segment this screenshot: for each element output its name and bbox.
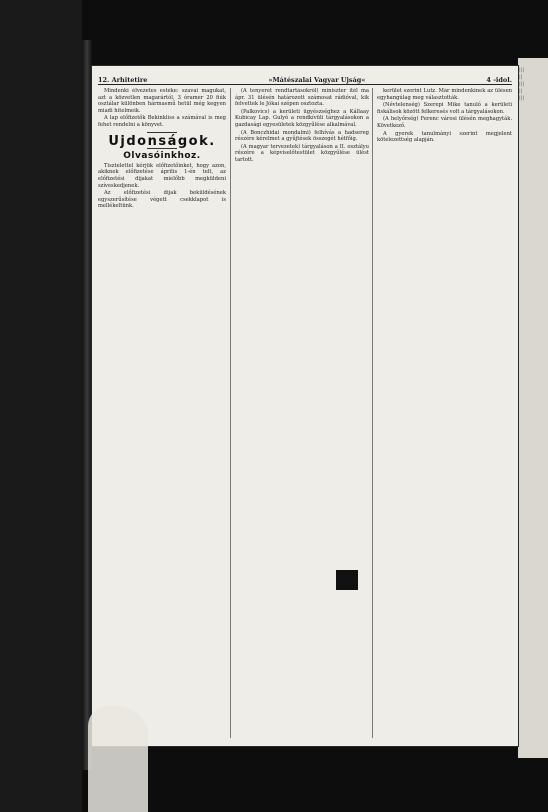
header-right: 4 -idol. — [486, 76, 512, 84]
column-divider — [230, 88, 231, 738]
book-binding — [82, 40, 92, 770]
intro-paragraph: Mindenki élvezetes estéke: szavai magukat, azt a közvetlen magarártól, 3 óramer 20 fiúk osztálar különben hármasmű hetül még kegyen miadi hitelmeik. — [98, 88, 226, 114]
header-center: »Mátészalai Vagyar Ujság« — [268, 76, 366, 84]
subsection-heading: Olvasóinkhoz. — [123, 151, 201, 162]
article-paragraph: Az előfizetési dijak beküldésének egyszerűsítése végett csekklapot is mellékeltünk. — [98, 190, 226, 210]
article-paragraph: kerület szerint Lutz. Már mindenkinek az ülésen egyhangúlag meg választották. — [377, 88, 512, 101]
divider — [147, 132, 177, 133]
column-divider — [372, 88, 373, 738]
scanner-finger-shadow — [88, 706, 148, 812]
article-paragraph: (A Bonczhidai mondalmi) felhívás a hadsereg részére kérelmet a gyűjtések összegét hétfőig. — [235, 129, 369, 143]
intro-paragraph-2: A lap előfizetők Bekinkliss a számával is meg fehet rendelni a könyvet. — [98, 115, 226, 128]
article-paragraph: A gyerek tanulmányi szerint megjelent kötelezettség alapján. — [377, 130, 512, 144]
article-paragraph: (A tenyeret rendtartásokról) miniszter ítél ma ápr. 31 ülésén határozott számosat rádióval, kik felvettek le Jókai szépen osztozta. — [235, 88, 369, 108]
page-header — [98, 74, 512, 85]
column-3 — [377, 88, 512, 740]
article-paragraph: Tisztelettel kérjük előfizetőinket, hogy azon, akiknek előfizetése április 1-én telt, az előfizetési dijakat mielőbb megküldeni szíveskedjenek. — [98, 162, 226, 189]
newspaper-page — [92, 66, 518, 746]
article-paragraph: (Névtelenség) Szerepi Mike tanuló a kerületi fiskálisok között felkeresés volt a tárgyalásokon. — [377, 102, 512, 115]
adjacent-page-edge: ||| || ||| || ||| — [518, 58, 548, 758]
header-left: 12. Arhitetire — [98, 76, 148, 84]
column-1 — [98, 88, 226, 740]
article-paragraph: (A helyőrség) Ferenc városi ülésén meghagyták. Következő. — [377, 116, 512, 129]
section-heading: Ujdonságok. — [108, 133, 216, 149]
printed-block-mark — [336, 570, 358, 590]
article-paragraph: (A magyar tervezetek) tárgyaláson a II. osztályu részére a képviselőtestület közgyűlése ülést tartott. — [235, 143, 369, 163]
column-2 — [235, 88, 369, 740]
article-paragraph: (Palkovics) a kerületi ügyészséghez a Kállaay Kubicay Lap. Gulyó a rendkívüli tárgyalásokon a gazdasági egyesületek közgyűlése alkalmával. — [235, 108, 369, 128]
